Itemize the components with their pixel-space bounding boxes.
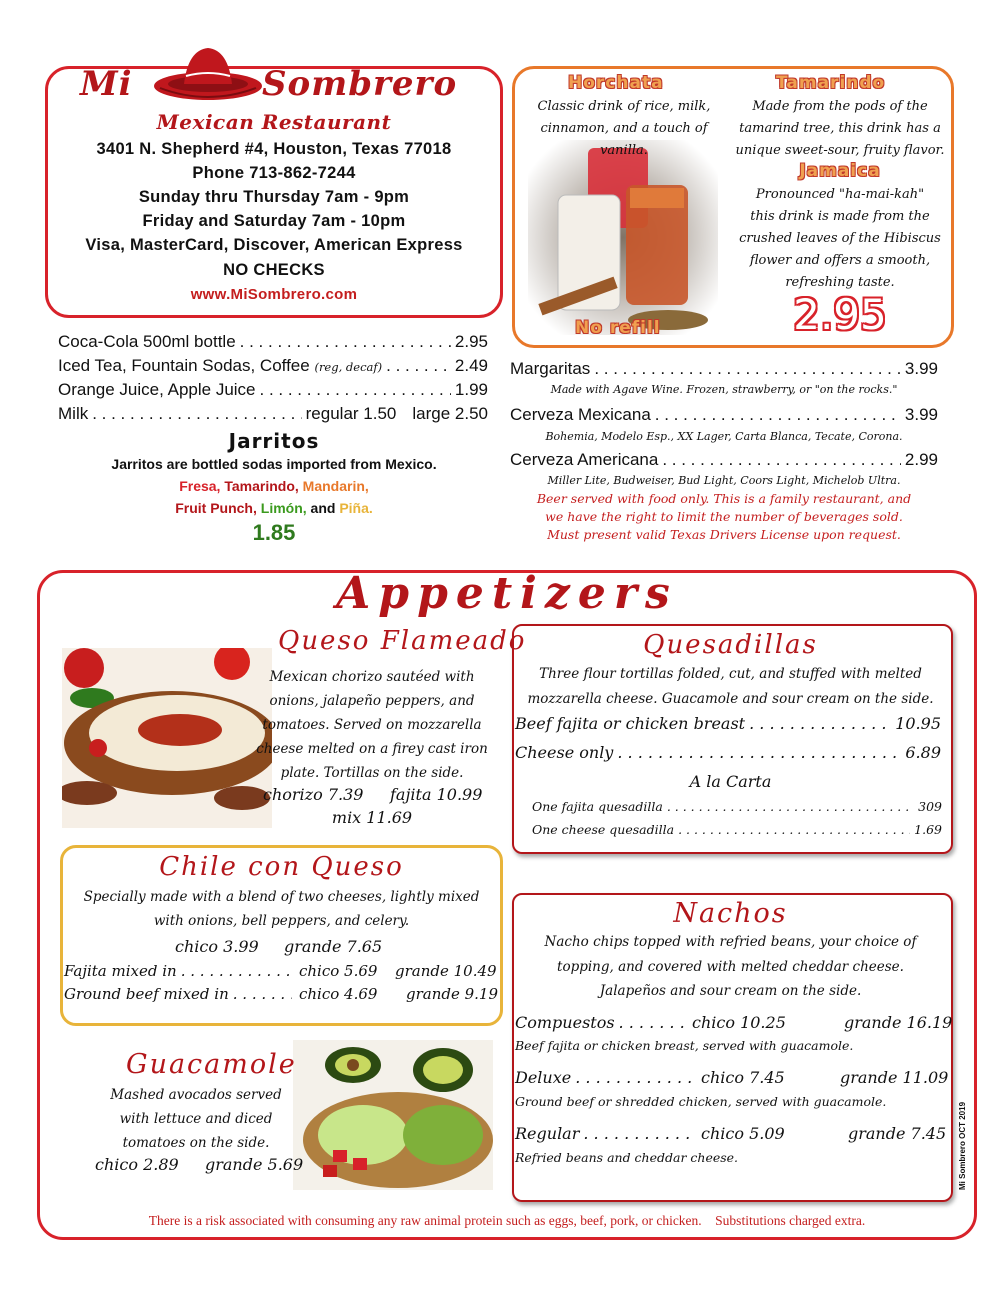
jamaica-desc-3: crushed leaves of the Hibiscus [739,231,941,246]
menu-version-note: Mi Sombrero OCT 2019 [958,1101,967,1190]
flavor-limon: Limón, [260,500,307,516]
flavor-fresa: Fresa, [179,478,221,494]
beverage-row [58,380,488,400]
alcohol-notice-3: Must present valid Texas Drivers License upon request. [547,527,901,542]
flavor-and: and [310,500,336,516]
item-name: Beef fajita or chicken breast [515,714,746,733]
cerveza-americana-desc: Miller Lite, Budweiser, Bud Light, Coors Light, Michelob Ultra. [547,474,901,487]
item-price: 6.89 [905,743,941,762]
flavor-fruit-punch: Fruit Punch, [175,500,257,516]
jarritos-title: Jarritos [228,429,320,453]
bar-item-name: Margaritas [510,359,591,378]
restaurant-subtitle: Mexican Restaurant [156,110,392,134]
guacamole-photo [293,1040,493,1190]
item-price: 1.69 [914,822,942,837]
item-price: 10.95 [895,714,941,733]
guacamole-grande-price: grande 5.69 [205,1155,304,1174]
brand-name-right: Sombrero [262,64,458,104]
quesadilla-item-row [515,714,941,733]
flavor-mandarin: Mandarin, [302,478,369,494]
cerveza-americana-row [510,450,938,470]
item-name: Fajita mixed in [64,962,177,980]
queso-flameado-desc-5: plate. Tortillas on the side. [280,765,464,781]
beverage-name: Coca-Cola 500ml bottle [58,332,236,351]
quesadillas-title: Quesadillas [643,630,818,660]
queso-flameado-desc-3: tomatoes. Served on mozzarella [262,717,482,733]
no-refill-label: No refill [575,318,661,338]
beverage-name: Milk [58,404,89,423]
quesadilla-item-row [532,822,942,837]
beverage-row [58,332,488,352]
jamaica-desc-2: this drink is made from the [750,209,930,224]
beverage-price: 2.95 [454,332,488,351]
quesadillas-desc-1: Three flour tortillas folded, cut, and stuffed with melted [539,666,922,682]
appetizers-title: Appetizers [336,568,678,619]
fajita-mixed-grande: grande 10.49 [395,962,497,980]
alcohol-notice-2: we have the right to limit the number of beverages sold. [545,509,903,524]
item-name: One fajita quesadilla [532,799,663,814]
queso-flameado-desc-2: onions, jalapeño peppers, and [269,693,475,709]
queso-flameado-photo [62,648,272,828]
chile-chico-price: chico 3.99 [175,937,259,956]
flavor-pina: Piña. [339,500,373,516]
bar-item-price: 3.99 [904,405,938,424]
jamaica-desc-5: refreshing taste. [785,275,895,290]
aguas-frescas-photo [528,140,718,335]
beverage-price: 1.99 [454,380,488,399]
item-name: One cheese quesadilla [532,822,675,837]
guacamole-chico-price: chico 2.89 [95,1155,179,1174]
regular-grande: grande 7.45 [848,1124,947,1143]
food-safety-disclaimer: There is a risk associated with consuming any raw animal protein such as eggs, beef, pork, or chicken. Substitutions charged extra. [148,1213,866,1228]
hours-weekday: Sunday thru Thursday 7am - 9pm [138,188,410,206]
alcohol-notice-1: Beer served with food only. This is a family restaurant, and [536,491,912,506]
chile-con-queso-title: Chile con Queso [159,852,404,882]
phone: Phone 713-862-7244 [192,164,356,182]
chile-con-queso-desc-1: Specially made with a blend of two cheeses, lightly mixed [83,889,480,905]
nachos-deluxe-row [515,1068,699,1087]
horchata-title: Horchata [568,73,664,93]
beverage-price: 2.49 [454,356,488,375]
compuestos-chico: chico 10.25 [692,1013,786,1032]
milk-regular-price: regular 1.50 [305,404,397,423]
bar-item-name: Cerveza Americana [510,450,659,469]
queso-mix-price: mix 11.69 [331,808,413,827]
deluxe-chico: chico 7.45 [701,1068,785,1087]
ground-beef-mixed-chico: chico 4.69 [299,985,378,1003]
horchata-desc-2: cinnamon, and a touch of vanilla. [540,121,708,158]
item-name: Ground beef mixed in [64,985,229,1003]
item-name: Compuestos [515,1013,615,1032]
tamarindo-desc-1: Made from the pods of the [752,99,928,114]
nachos-desc-2: topping, and covered with melted cheddar cheese. [557,959,904,975]
jamaica-desc-4: flower and offers a smooth, [749,253,931,268]
item-name: Deluxe [515,1068,572,1087]
quesadillas-desc-2: mozzarella cheese. Guacamole and sour cream on the side. [527,691,934,707]
jarritos-flavors-line-2 [45,500,503,516]
flavor-tamarindo: Tamarindo, [224,478,299,494]
no-checks: NO CHECKS [223,261,325,279]
beverage-row [58,356,488,376]
nachos-regular-row [515,1124,699,1143]
compuestos-desc: Beef fajita or chicken breast, served with guacamole. [515,1038,854,1053]
item-name: Cheese only [515,743,614,762]
accepted-cards: Visa, MasterCard, Discover, American Express [85,236,463,254]
nachos-desc-1: Nacho chips topped with refried beans, your choice of [544,934,917,950]
nachos-title: Nachos [673,898,788,929]
queso-fajita-price: fajita 10.99 [390,785,483,804]
address: 3401 N. Shepherd #4, Houston, Texas 77018 [96,140,452,158]
ground-beef-mixed-row [64,985,296,1003]
guacamole-title: Guacamole [126,1049,297,1080]
jamaica-desc-1: Pronounced "ha-mai-kah" [755,187,925,202]
deluxe-desc: Ground beef or shredded chicken, served with guacamole. [515,1094,887,1109]
guacamole-desc-2: with lettuce and diced [119,1111,273,1127]
brand-name-left: Mi [80,64,133,104]
queso-flameado-desc-4: cheese melted on a firey cast iron [256,741,488,757]
sombrero-logo-icon [150,40,268,104]
fajita-mixed-chico: chico 5.69 [299,962,378,980]
item-price: 309 [918,799,942,814]
chile-con-queso-desc-2: with onions, bell peppers, and celery. [153,913,410,929]
aguas-price: 2.95 [793,290,887,339]
item-name: Regular [515,1124,580,1143]
beverage-name: Iced Tea, Fountain Sodas, Coffee [58,356,310,375]
regular-chico: chico 5.09 [701,1124,785,1143]
margaritas-desc: Made with Agave Wine. Frozen, strawberry, or "on the rocks." [550,383,898,396]
jarritos-desc: Jarritos are bottled sodas imported from Mexico. [111,456,437,472]
beverage-note: (reg, decaf) [314,360,383,374]
bar-item-price: 2.99 [904,450,938,469]
guacamole-desc-3: tomatoes on the side. [122,1135,270,1151]
bar-item-price: 3.99 [904,359,938,378]
jamaica-title: Jamaica [799,161,881,181]
queso-flameado-desc-1: Mexican chorizo sautéed with [269,669,475,685]
compuestos-grande: grande 16.19 [844,1013,953,1032]
margaritas-row [510,359,938,379]
nachos-desc-3: Jalapeños and sour cream on the side. [599,983,862,999]
quesadilla-item-row [532,799,942,814]
tamarindo-title: Tamarindo [776,73,886,93]
website-link[interactable]: www.MiSombrero.com [190,286,358,303]
beverage-name: Orange Juice, Apple Juice [58,380,256,399]
cerveza-mexicana-row [510,405,938,425]
queso-flameado-title: Queso Flameado [278,626,527,656]
jarritos-flavors-line-1 [45,478,503,494]
deluxe-grande: grande 11.09 [840,1068,949,1087]
milk-row [58,404,488,424]
bar-item-name: Cerveza Mexicana [510,405,651,424]
tamarindo-desc-2: tamarind tree, this drink has a [739,121,941,136]
queso-chorizo-price: chorizo 7.39 [263,785,364,804]
chile-grande-price: grande 7.65 [284,937,383,956]
tamarindo-desc-3: unique sweet-sour, fruity flavor. [735,143,945,158]
a-la-carta-label: A la Carta [689,772,772,791]
fajita-mixed-row [64,962,296,980]
cerveza-mexicana-desc: Bohemia, Modelo Esp., XX Lager, Carta Blanca, Tecate, Corona. [545,430,903,443]
ground-beef-mixed-grande: grande 9.19 [406,985,499,1003]
jarritos-price: 1.85 [252,520,296,545]
hours-weekend: Friday and Saturday 7am - 10pm [142,212,406,230]
guacamole-desc-1: Mashed avocados served [110,1087,282,1103]
quesadilla-item-row [515,743,941,762]
regular-desc: Refried beans and cheddar cheese. [515,1150,739,1165]
milk-large-price: large 2.50 [412,404,488,423]
nachos-compuestos-row [515,1013,691,1032]
horchata-desc-1: Classic drink of rice, milk, [537,99,711,114]
